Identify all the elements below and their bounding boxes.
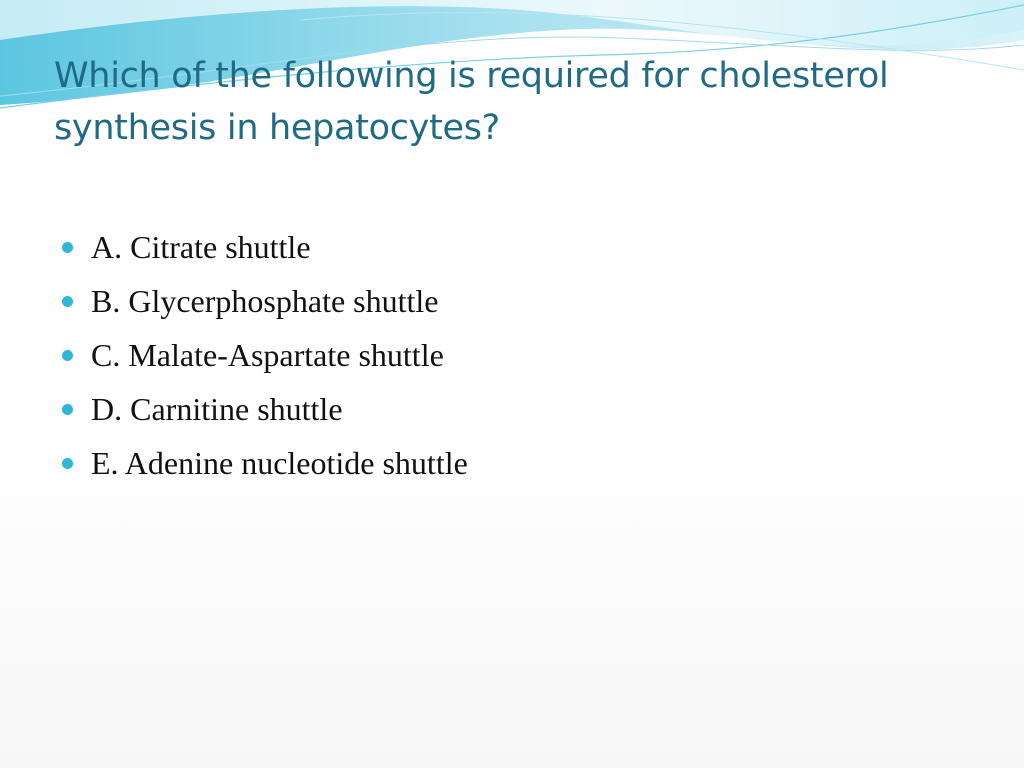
slide-title: Which of the following is required for cholesterol synthesis in hepatocytes? <box>54 56 889 148</box>
option-text: A. Citrate shuttle <box>91 228 311 265</box>
list-item <box>62 328 468 382</box>
list-item <box>62 220 468 274</box>
option-text: B. Glycerphosphate shuttle <box>91 282 439 319</box>
list-item <box>62 436 468 490</box>
bullet-icon <box>62 350 73 361</box>
list-item <box>62 382 468 436</box>
answer-options-list <box>62 220 468 490</box>
option-text: D. Carnitine shuttle <box>91 390 343 427</box>
bullet-icon <box>62 404 73 415</box>
option-text: C. Malate-Aspartate shuttle <box>91 336 444 373</box>
bullet-icon <box>62 296 73 307</box>
list-item <box>62 274 468 328</box>
bullet-icon <box>62 242 73 253</box>
option-text: E. Adenine nucleotide shuttle <box>91 444 468 481</box>
bullet-icon <box>62 458 73 469</box>
